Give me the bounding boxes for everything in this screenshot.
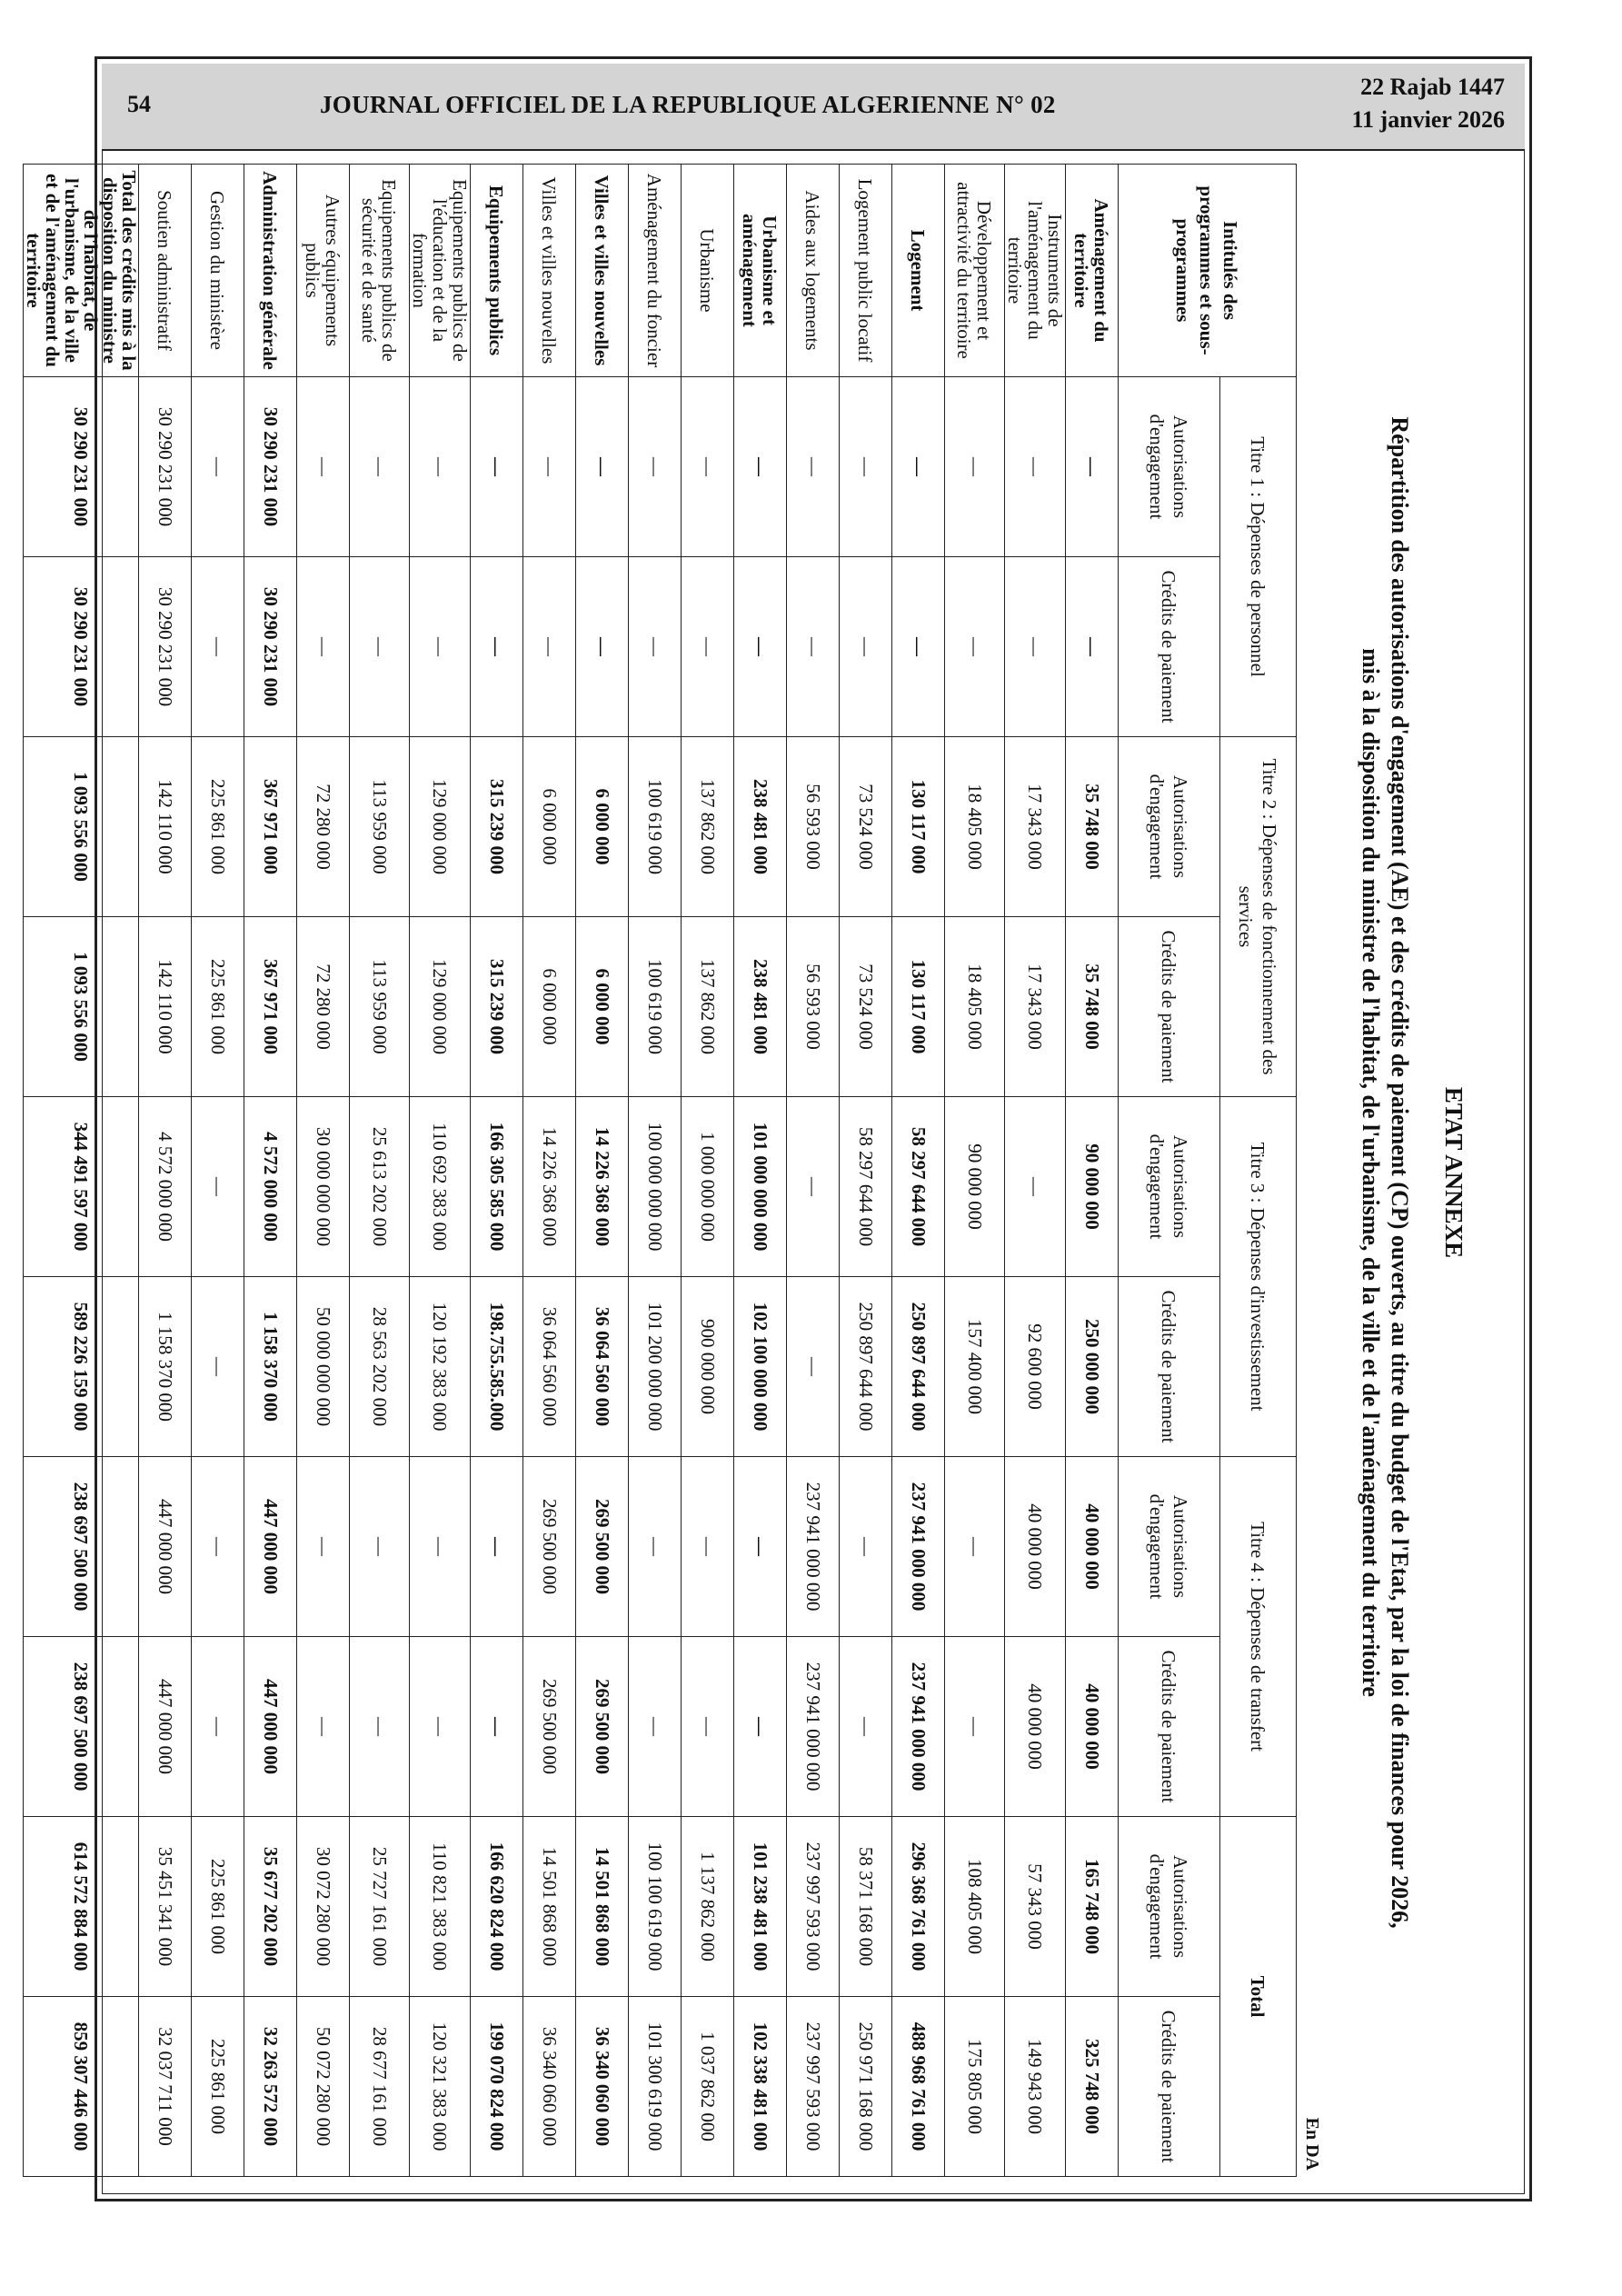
value-cell: 35 748 000 bbox=[1066, 737, 1119, 917]
value-cell: 25 613 202 000 bbox=[350, 1097, 410, 1277]
row-label: Equipements publics de l'éducation et de la formation bbox=[410, 165, 471, 377]
issue-date bbox=[1351, 71, 1505, 136]
value-cell: 56 593 000 bbox=[787, 917, 840, 1097]
value-cell: 199 070 824 000 bbox=[471, 1997, 523, 2177]
value-cell: 614 572 884 000 bbox=[24, 1817, 139, 1997]
value-cell: 447 000 000 bbox=[139, 1457, 192, 1637]
table-row bbox=[576, 165, 629, 2177]
value-cell: 269 500 000 bbox=[523, 1457, 576, 1637]
sub-header-cp: Crédits de paiement bbox=[1119, 917, 1220, 1097]
value-cell: 250 000 000 bbox=[1066, 1277, 1119, 1457]
value-cell: 36 340 060 000 bbox=[523, 1997, 576, 2177]
budget-table-body bbox=[24, 165, 1119, 2177]
value-cell: — bbox=[471, 557, 523, 737]
value-cell: 137 862 000 bbox=[682, 737, 734, 917]
value-cell: 250 897 644 000 bbox=[840, 1277, 892, 1457]
value-cell: 30 290 231 000 bbox=[24, 377, 139, 557]
value-cell: — bbox=[629, 377, 682, 557]
value-cell: — bbox=[734, 377, 787, 557]
value-cell: — bbox=[350, 1637, 410, 1817]
value-cell: 120 321 383 000 bbox=[410, 1997, 471, 2177]
value-cell: — bbox=[410, 557, 471, 737]
value-cell: 73 524 000 bbox=[840, 737, 892, 917]
value-cell: 1 137 862 000 bbox=[682, 1817, 734, 1997]
value-cell: 149 943 000 bbox=[1005, 1997, 1066, 2177]
value-cell: 238 697 500 000 bbox=[24, 1457, 139, 1637]
value-cell: — bbox=[629, 1637, 682, 1817]
value-cell: 488 968 761 000 bbox=[892, 1997, 945, 2177]
value-cell: — bbox=[682, 377, 734, 557]
currency-unit: En DA bbox=[1302, 2117, 1322, 2171]
value-cell: 1 158 370 000 bbox=[244, 1277, 297, 1457]
value-cell: 120 192 383 000 bbox=[410, 1277, 471, 1457]
value-cell: 36 064 560 000 bbox=[576, 1277, 629, 1457]
value-cell: 14 501 868 000 bbox=[576, 1817, 629, 1997]
value-cell: — bbox=[629, 1457, 682, 1637]
value-cell: 157 400 000 bbox=[945, 1277, 1005, 1457]
value-cell: — bbox=[523, 377, 576, 557]
value-cell: 130 117 000 bbox=[892, 917, 945, 1097]
value-cell: — bbox=[192, 1637, 244, 1817]
annex-title-block bbox=[1356, 164, 1478, 2181]
row-label: Urbanisme et aménagement bbox=[734, 165, 787, 377]
value-cell: 589 226 159 000 bbox=[24, 1277, 139, 1457]
value-cell: 198.755.585.000 bbox=[471, 1277, 523, 1457]
value-cell: — bbox=[787, 377, 840, 557]
value-cell: 58 297 644 000 bbox=[892, 1097, 945, 1277]
sub-header-cp: Crédits de paiement bbox=[1119, 557, 1220, 737]
value-cell: — bbox=[945, 1637, 1005, 1817]
value-cell: 28 563 202 000 bbox=[350, 1277, 410, 1457]
value-cell: — bbox=[682, 1457, 734, 1637]
value-cell: 142 110 000 bbox=[139, 737, 192, 917]
value-cell: 1 000 000 000 bbox=[682, 1097, 734, 1277]
value-cell: 30 290 231 000 bbox=[139, 377, 192, 557]
annex-heading: ETAT ANNEXE bbox=[1440, 1086, 1468, 1259]
row-header-cell: Intitulés des programmes et sous-programmes bbox=[1119, 165, 1297, 377]
value-cell: 110 821 383 000 bbox=[410, 1817, 471, 1997]
value-cell: 58 371 168 000 bbox=[840, 1817, 892, 1997]
value-cell: 165 748 000 bbox=[1066, 1817, 1119, 1997]
value-cell: — bbox=[410, 1637, 471, 1817]
sub-header-cp: Crédits de paiement bbox=[1119, 1997, 1220, 2177]
value-cell: — bbox=[1005, 377, 1066, 557]
value-cell: — bbox=[576, 557, 629, 737]
value-cell: — bbox=[410, 1457, 471, 1637]
row-label: Aménagement du foncier bbox=[629, 165, 682, 377]
value-cell: 32 037 711 000 bbox=[139, 1997, 192, 2177]
value-cell: — bbox=[471, 1457, 523, 1637]
value-cell: — bbox=[1066, 557, 1119, 737]
value-cell: 40 000 000 bbox=[1066, 1457, 1119, 1637]
value-cell: 129 000 000 bbox=[410, 917, 471, 1097]
table-row bbox=[139, 165, 192, 2177]
value-cell: 447 000 000 bbox=[244, 1457, 297, 1637]
row-label: Total des crédits mis à la disposition du ministre de l'habitat, de l'urbanisme, de la ville et de l'aménagement du territoire bbox=[24, 165, 139, 377]
value-cell: 30 290 231 000 bbox=[244, 377, 297, 557]
value-cell: 175 805 000 bbox=[945, 1997, 1005, 2177]
value-cell: — bbox=[192, 1277, 244, 1457]
value-cell: 73 524 000 bbox=[840, 917, 892, 1097]
value-cell: 238 481 000 bbox=[734, 737, 787, 917]
annex-subtitle bbox=[1356, 164, 1414, 2181]
value-cell: 113 959 000 bbox=[350, 737, 410, 917]
value-cell: 30 000 000 000 bbox=[297, 1097, 350, 1277]
value-cell: 237 997 593 000 bbox=[787, 1997, 840, 2177]
value-cell: 315 239 000 bbox=[471, 737, 523, 917]
value-cell: 225 861 000 bbox=[192, 737, 244, 917]
table-row bbox=[523, 165, 576, 2177]
value-cell: — bbox=[787, 1277, 840, 1457]
value-cell: 30 290 231 000 bbox=[139, 557, 192, 737]
value-cell: 269 500 000 bbox=[523, 1637, 576, 1817]
row-label: Administration générale bbox=[244, 165, 297, 377]
sub-header-row bbox=[1119, 165, 1220, 2177]
value-cell: — bbox=[787, 557, 840, 737]
value-cell: — bbox=[297, 557, 350, 737]
value-cell: 32 263 572 000 bbox=[244, 1997, 297, 2177]
value-cell: — bbox=[192, 1457, 244, 1637]
value-cell: 6 000 000 bbox=[576, 917, 629, 1097]
table-row bbox=[734, 165, 787, 2177]
value-cell: 237 941 000 000 bbox=[892, 1637, 945, 1817]
value-cell: — bbox=[945, 557, 1005, 737]
value-cell: 40 000 000 bbox=[1005, 1637, 1066, 1817]
value-cell: — bbox=[734, 1637, 787, 1817]
value-cell: 56 593 000 bbox=[787, 737, 840, 917]
value-cell: 36 064 560 000 bbox=[523, 1277, 576, 1457]
value-cell: 92 600 000 bbox=[1005, 1277, 1066, 1457]
value-cell: — bbox=[840, 1637, 892, 1817]
value-cell: 102 100 000 000 bbox=[734, 1277, 787, 1457]
value-cell: 101 300 619 000 bbox=[629, 1997, 682, 2177]
value-cell: 14 501 868 000 bbox=[523, 1817, 576, 1997]
value-cell: 100 100 619 000 bbox=[629, 1817, 682, 1997]
value-cell: — bbox=[297, 377, 350, 557]
value-cell: 447 000 000 bbox=[139, 1637, 192, 1817]
value-cell: 296 368 761 000 bbox=[892, 1817, 945, 1997]
value-cell: 108 405 000 bbox=[945, 1817, 1005, 1997]
table-row bbox=[350, 165, 410, 2177]
group-header-titre4: Titre 4 : Dépenses de transfert bbox=[1220, 1457, 1297, 1817]
value-cell: — bbox=[1066, 377, 1119, 557]
value-cell: — bbox=[1005, 557, 1066, 737]
row-label: Logement public locatif bbox=[840, 165, 892, 377]
value-cell: 250 897 644 000 bbox=[892, 1277, 945, 1457]
date-gregorian: 11 janvier 2026 bbox=[1351, 106, 1505, 133]
value-cell: 900 000 000 bbox=[682, 1277, 734, 1457]
value-cell: 315 239 000 bbox=[471, 917, 523, 1097]
value-cell: 447 000 000 bbox=[244, 1637, 297, 1817]
table-row bbox=[1066, 165, 1119, 2177]
value-cell: 102 338 481 000 bbox=[734, 1997, 787, 2177]
value-cell: 58 297 644 000 bbox=[840, 1097, 892, 1277]
value-cell: 1 037 862 000 bbox=[682, 1997, 734, 2177]
group-header-total: Total bbox=[1220, 1817, 1297, 2177]
value-cell: 237 941 000 000 bbox=[787, 1637, 840, 1817]
value-cell: 237 941 000 000 bbox=[787, 1457, 840, 1637]
sub-header-cp: Crédits de paiement bbox=[1119, 1277, 1220, 1457]
value-cell: — bbox=[471, 377, 523, 557]
value-cell: — bbox=[945, 1457, 1005, 1637]
annex-subtitle-line1: Répartition des autorisations d'engagement (AE) et des crédits de paiement (CP) ouverts, au titre du budget de l'Etat, par la loi de finances pour 2026, bbox=[1387, 416, 1413, 1929]
annex-subtitle-line2: mis à la disposition du ministre de l'habitat, de l'urbanisme, de la ville et de l'aménagement du territoire bbox=[1358, 648, 1384, 1697]
value-cell: 225 861 000 bbox=[192, 917, 244, 1097]
value-cell: — bbox=[787, 1097, 840, 1277]
value-cell: — bbox=[945, 377, 1005, 557]
value-cell: 269 500 000 bbox=[576, 1457, 629, 1637]
value-cell: 40 000 000 bbox=[1066, 1637, 1119, 1817]
value-cell: 237 997 593 000 bbox=[787, 1817, 840, 1997]
value-cell: 35 451 341 000 bbox=[139, 1817, 192, 1997]
table-row bbox=[244, 165, 297, 2177]
row-label: Logement bbox=[892, 165, 945, 377]
value-cell: 100 000 000 000 bbox=[629, 1097, 682, 1277]
group-header-titre1: Titre 1 : Dépenses de personnel bbox=[1220, 377, 1297, 737]
row-label: Equipements publics bbox=[471, 165, 523, 377]
value-cell: — bbox=[297, 1457, 350, 1637]
value-cell: 250 971 168 000 bbox=[840, 1997, 892, 2177]
sub-header-ae: Autorisations d'engagement bbox=[1119, 1097, 1220, 1277]
value-cell: 238 697 500 000 bbox=[24, 1637, 139, 1817]
value-cell: — bbox=[350, 1457, 410, 1637]
value-cell: 101 200 000 000 bbox=[629, 1277, 682, 1457]
value-cell: — bbox=[350, 557, 410, 737]
value-cell: 859 307 446 000 bbox=[24, 1997, 139, 2177]
value-cell: 367 971 000 bbox=[244, 917, 297, 1097]
row-label: Equipements publics de sécurité et de santé bbox=[350, 165, 410, 377]
value-cell: — bbox=[410, 377, 471, 557]
value-cell: — bbox=[576, 377, 629, 557]
row-label: Villes et villes nouvelles bbox=[576, 165, 629, 377]
value-cell: — bbox=[471, 1637, 523, 1817]
value-cell: 17 343 000 bbox=[1005, 917, 1066, 1097]
value-cell: 6 000 000 bbox=[523, 737, 576, 917]
value-cell: 25 727 161 000 bbox=[350, 1817, 410, 1997]
value-cell: 137 862 000 bbox=[682, 917, 734, 1097]
value-cell: 113 959 000 bbox=[350, 917, 410, 1097]
value-cell: — bbox=[682, 557, 734, 737]
sub-header-ae: Autorisations d'engagement bbox=[1119, 377, 1220, 557]
value-cell: 6 000 000 bbox=[576, 737, 629, 917]
value-cell: — bbox=[840, 1457, 892, 1637]
row-label: Autres équipements publics bbox=[297, 165, 350, 377]
value-cell: 72 280 000 bbox=[297, 737, 350, 917]
value-cell: 4 572 000 000 bbox=[139, 1097, 192, 1277]
value-cell: 325 748 000 bbox=[1066, 1997, 1119, 2177]
value-cell: — bbox=[629, 557, 682, 737]
value-cell: — bbox=[523, 557, 576, 737]
value-cell: 269 500 000 bbox=[576, 1637, 629, 1817]
journal-title: JOURNAL OFFICIEL DE LA REPUBLIQUE ALGERIENNE N° 02 bbox=[320, 91, 1056, 118]
value-cell: — bbox=[840, 557, 892, 737]
value-cell: — bbox=[192, 377, 244, 557]
table-row bbox=[892, 165, 945, 2177]
sub-header-ae: Autorisations d'engagement bbox=[1119, 737, 1220, 917]
value-cell: 17 343 000 bbox=[1005, 737, 1066, 917]
row-label: Urbanisme bbox=[682, 165, 734, 377]
table-row bbox=[471, 165, 523, 2177]
page-number: 54 bbox=[127, 91, 151, 117]
group-header-titre3: Titre 3 : Dépenses d'investissement bbox=[1220, 1097, 1297, 1457]
value-cell: — bbox=[192, 557, 244, 737]
journal-header bbox=[102, 64, 1525, 151]
value-cell: 110 692 383 000 bbox=[410, 1097, 471, 1277]
value-cell: 14 226 368 000 bbox=[576, 1097, 629, 1277]
value-cell: 4 572 000 000 bbox=[244, 1097, 297, 1277]
table-row bbox=[629, 165, 682, 2177]
table-row bbox=[297, 165, 350, 2177]
value-cell: 1 158 370 000 bbox=[139, 1277, 192, 1457]
value-cell: 101 000 000 000 bbox=[734, 1097, 787, 1277]
value-cell: 14 226 368 000 bbox=[523, 1097, 576, 1277]
value-cell: 142 110 000 bbox=[139, 917, 192, 1097]
value-cell: 50 000 000 000 bbox=[297, 1277, 350, 1457]
value-cell: 238 481 000 bbox=[734, 917, 787, 1097]
sub-header-ae: Autorisations d'engagement bbox=[1119, 1457, 1220, 1637]
value-cell: 18 405 000 bbox=[945, 737, 1005, 917]
row-label: Développement et attractivité du territoire bbox=[945, 165, 1005, 377]
value-cell: 225 861 000 bbox=[192, 1997, 244, 2177]
row-label: Soutien administratif bbox=[139, 165, 192, 377]
value-cell: 129 000 000 bbox=[410, 737, 471, 917]
row-label: Gestion du ministère bbox=[192, 165, 244, 377]
sub-header-ae: Autorisations d'engagement bbox=[1119, 1817, 1220, 1997]
value-cell: — bbox=[350, 377, 410, 557]
value-cell: 35 748 000 bbox=[1066, 917, 1119, 1097]
group-header-titre2: Titre 2 : Dépenses de fonctionnement des services bbox=[1220, 737, 1297, 1097]
value-cell: 18 405 000 bbox=[945, 917, 1005, 1097]
row-label: Aides aux logements bbox=[787, 165, 840, 377]
value-cell: 1 093 556 000 bbox=[24, 917, 139, 1097]
value-cell: 100 619 000 bbox=[629, 917, 682, 1097]
value-cell: — bbox=[734, 1457, 787, 1637]
date-hijri: 22 Rajab 1447 bbox=[1360, 74, 1505, 100]
value-cell: 1 093 556 000 bbox=[24, 737, 139, 917]
value-cell: 344 491 597 000 bbox=[24, 1097, 139, 1277]
table-row bbox=[945, 165, 1005, 2177]
value-cell: 367 971 000 bbox=[244, 737, 297, 917]
row-label: Villes et villes nouvelles bbox=[523, 165, 576, 377]
value-cell: 101 238 481 000 bbox=[734, 1817, 787, 1997]
value-cell: 166 620 824 000 bbox=[471, 1817, 523, 1997]
value-cell: 90 000 000 bbox=[1066, 1097, 1119, 1277]
value-cell: 237 941 000 000 bbox=[892, 1457, 945, 1637]
value-cell: 90 000 000 bbox=[945, 1097, 1005, 1277]
value-cell: 6 000 000 bbox=[523, 917, 576, 1097]
value-cell: 225 861 000 bbox=[192, 1817, 244, 1997]
table-row bbox=[410, 165, 471, 2177]
value-cell: 28 677 161 000 bbox=[350, 1997, 410, 2177]
value-cell: — bbox=[192, 1097, 244, 1277]
value-cell: 100 619 000 bbox=[629, 737, 682, 917]
value-cell: 57 343 000 bbox=[1005, 1817, 1066, 1997]
value-cell: 72 280 000 bbox=[297, 917, 350, 1097]
value-cell: 30 072 280 000 bbox=[297, 1817, 350, 1997]
value-cell: 40 000 000 bbox=[1005, 1457, 1066, 1637]
value-cell: 30 290 231 000 bbox=[244, 557, 297, 737]
value-cell: — bbox=[682, 1637, 734, 1817]
budget-table bbox=[23, 164, 1297, 2177]
value-cell: 36 340 060 000 bbox=[576, 1997, 629, 2177]
row-label: Instruments de l'aménagement du territoire bbox=[1005, 165, 1066, 377]
value-cell: — bbox=[1005, 1097, 1066, 1277]
value-cell: 130 117 000 bbox=[892, 737, 945, 917]
row-label: Aménagement du territoire bbox=[1066, 165, 1119, 377]
value-cell: — bbox=[734, 557, 787, 737]
table-row bbox=[787, 165, 840, 2177]
value-cell: — bbox=[892, 557, 945, 737]
table-row bbox=[24, 165, 139, 2177]
rotated-annex bbox=[23, 164, 1478, 2181]
table-row bbox=[1005, 165, 1066, 2177]
value-cell: — bbox=[840, 377, 892, 557]
value-cell: — bbox=[297, 1637, 350, 1817]
table-row bbox=[192, 165, 244, 2177]
value-cell: 50 072 280 000 bbox=[297, 1997, 350, 2177]
value-cell: 166 305 585 000 bbox=[471, 1097, 523, 1277]
value-cell: 35 677 202 000 bbox=[244, 1817, 297, 1997]
table-row bbox=[840, 165, 892, 2177]
value-cell: 30 290 231 000 bbox=[24, 557, 139, 737]
sub-header-cp: Crédits de paiement bbox=[1119, 1637, 1220, 1817]
table-row bbox=[682, 165, 734, 2177]
value-cell: — bbox=[892, 377, 945, 557]
